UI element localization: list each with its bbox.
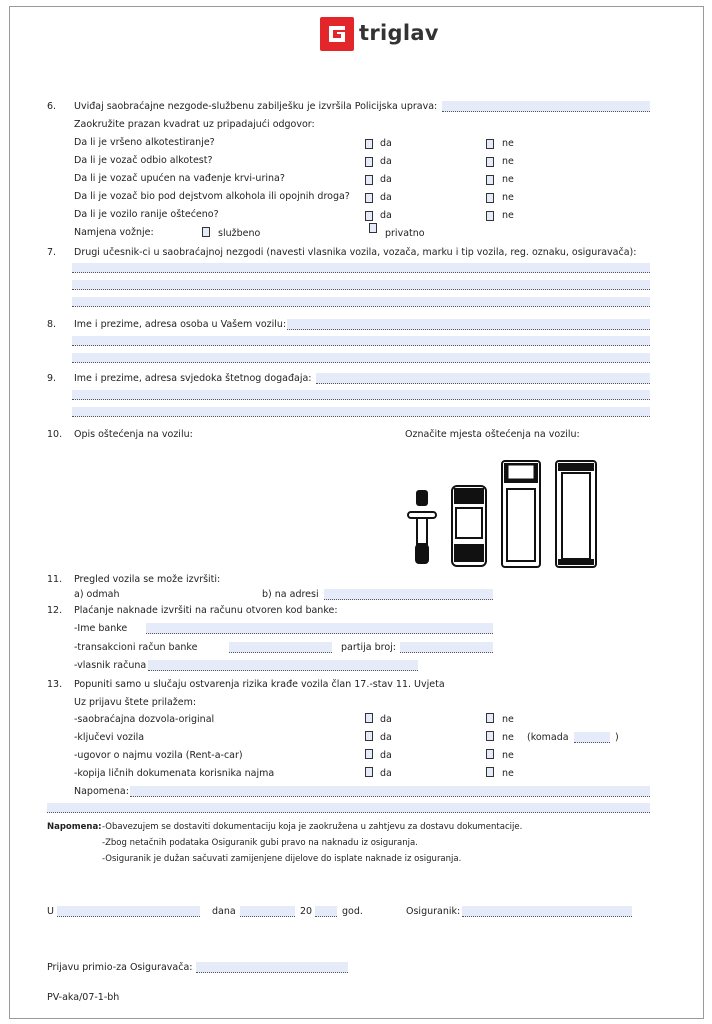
other-party-line[interactable] [72, 297, 650, 307]
passengers-line[interactable] [72, 336, 650, 346]
remark-label: Napomena: [74, 786, 129, 797]
checkbox-no[interactable] [486, 713, 494, 723]
inspection-address-field[interactable] [324, 589, 493, 600]
car-diagram-icon[interactable] [449, 484, 489, 568]
checkbox-yes[interactable] [365, 211, 373, 221]
other-party-line[interactable] [72, 263, 650, 273]
no-label: ne [502, 174, 514, 185]
section-9-number: 9. [47, 373, 57, 384]
year-field[interactable] [315, 906, 337, 917]
note-line: -Osiguranik je dužan sačuvati zamijenjene dijelove do isplate naknade iz osiguranja. [102, 854, 462, 864]
purpose-label: Namjena vožnje: [74, 227, 154, 238]
party-number-field[interactable] [400, 642, 493, 653]
question-label: Da li je vršeno alkotestiranje? [74, 137, 215, 148]
no-label: ne [502, 156, 514, 167]
account-owner-field[interactable] [148, 660, 418, 671]
date-field[interactable] [240, 906, 295, 917]
year-suffix: god. [342, 906, 363, 917]
no-label: ne [502, 138, 514, 149]
attachment-item: -saobraćajna dozvola-original [74, 714, 215, 725]
key-count-open: (komada [527, 732, 569, 743]
checkbox-yes[interactable] [365, 157, 373, 167]
date-label: dana [212, 906, 236, 917]
no-label: ne [502, 714, 514, 725]
note-line: -Zbog netačnih podataka Osiguranik gubi pravo na naknadu iz osiguranja. [102, 838, 418, 848]
no-label: ne [502, 768, 514, 779]
question-label: Da li je vozač upućen na vađenje krvi-urina? [74, 173, 285, 184]
yes-label: da [380, 732, 392, 743]
witnesses-line[interactable] [72, 390, 650, 400]
section-13-title: Popuniti samo u slučaju ostvarenja rizika krađe vozila član 17.-stav 11. Uvjeta [74, 679, 445, 690]
section-12-number: 12. [47, 605, 63, 616]
yes-label: da [380, 750, 392, 761]
checkbox-no[interactable] [486, 767, 494, 777]
no-label: ne [502, 210, 514, 221]
remark-field[interactable] [130, 786, 650, 797]
section-12-title: Plaćanje naknade izvršiti na računu otvoren kod banke: [74, 605, 338, 616]
question-label: Da li je vozač odbio alkotest? [74, 155, 213, 166]
place-field[interactable] [57, 906, 200, 917]
section-9-title: Ime i prezime, adresa svjedoka štetnog događaja: [74, 373, 312, 384]
attachment-item: -ugovor o najmu vozila (Rent-a-car) [74, 750, 243, 761]
private-label: privatno [385, 228, 425, 239]
question-label: Da li je vozilo ranije oštećeno? [74, 209, 219, 220]
checkbox-official[interactable] [202, 227, 210, 237]
checkbox-yes[interactable] [365, 749, 373, 759]
yes-label: da [380, 768, 392, 779]
section-8-number: 8. [47, 319, 57, 330]
checkbox-no[interactable] [486, 193, 494, 203]
police-station-field[interactable] [442, 101, 650, 112]
bank-name-label: -Ime banke [74, 623, 128, 634]
yes-label: da [380, 714, 392, 725]
checkbox-no[interactable] [486, 211, 494, 221]
transaction-account-label: -transakcioni račun banke [74, 642, 198, 653]
key-count-close: ) [615, 732, 619, 743]
other-party-line[interactable] [72, 280, 650, 290]
passengers-line[interactable] [72, 353, 650, 363]
option-address: b) na adresi [262, 589, 319, 600]
section-11-title: Pregled vozila se može izvršiti: [74, 574, 221, 585]
truck-diagram-icon[interactable] [553, 459, 599, 569]
no-label: ne [502, 750, 514, 761]
checkbox-private[interactable] [369, 223, 377, 233]
account-owner-label: -vlasnik računa [74, 660, 147, 671]
attachments-label: Uz prijavu štete prilažem: [74, 697, 197, 708]
damage-marking-title: Označite mjesta oštećenja na vozilu: [405, 429, 580, 440]
party-number-label: partija broj: [341, 642, 396, 653]
yes-label: da [380, 138, 392, 149]
checkbox-yes[interactable] [365, 193, 373, 203]
received-by-field[interactable] [196, 962, 348, 973]
section-10-number: 10. [47, 429, 63, 440]
section-6-title: Uviđaj saobraćajne nezgode-službenu zabilješku je izvršila Policijska uprava: [74, 101, 438, 112]
checkbox-no[interactable] [486, 157, 494, 167]
checkbox-yes[interactable] [365, 731, 373, 741]
checkbox-yes[interactable] [365, 139, 373, 149]
checkbox-no[interactable] [486, 731, 494, 741]
insured-signature-field[interactable] [462, 906, 632, 917]
attachment-item: -kopija ličnih dokumenata korisnika najma [74, 768, 275, 779]
section-7-number: 7. [47, 247, 57, 258]
note-line: -Obavezujem se dostaviti dokumentaciju koja je zaokružena u zahtjevu za dostavu dokumentacije. [102, 822, 523, 832]
attachment-item: -ključevi vozila [74, 732, 145, 743]
section-8-title: Ime i prezime, adresa osoba u Vašem vozilu: [74, 319, 287, 330]
yes-label: da [380, 156, 392, 167]
checkbox-no[interactable] [486, 749, 494, 759]
insured-label: Osiguranik: [406, 906, 461, 917]
option-immediately: a) odmah [74, 589, 120, 600]
official-label: službeno [218, 228, 261, 239]
remark-line[interactable] [47, 803, 650, 813]
section-6-instruction: Zaokružite prazan kvadrat uz pripadajući odgovor: [74, 119, 315, 130]
no-label: ne [502, 732, 514, 743]
transaction-account-field[interactable] [229, 642, 332, 653]
section-13-number: 13. [47, 679, 63, 690]
brand-name: triglav [359, 21, 439, 45]
witnesses-line[interactable] [72, 407, 650, 417]
form-code: PV-aka/07-1-bh [47, 992, 120, 1003]
checkbox-yes[interactable] [365, 175, 373, 185]
checkbox-no[interactable] [486, 139, 494, 149]
passengers-field[interactable] [287, 319, 650, 330]
yes-label: da [380, 210, 392, 221]
checkbox-no[interactable] [486, 175, 494, 185]
motorcycle-diagram-icon[interactable] [405, 488, 439, 566]
van-diagram-icon[interactable] [499, 459, 543, 569]
yes-label: da [380, 174, 392, 185]
section-7-title: Drugi učesnik-ci u saobraćajnoj nezgodi (navesti vlasnika vozila, vozača, marku i tip vozila, reg. oznaku, osiguravača): [74, 247, 637, 258]
yes-label: da [380, 192, 392, 203]
section-11-number: 11. [47, 574, 63, 585]
bank-name-field[interactable] [146, 623, 493, 634]
place-label: U [47, 906, 54, 917]
triglav-logo-icon [320, 17, 354, 51]
year-prefix: 20 [300, 906, 313, 917]
no-label: ne [502, 192, 514, 203]
received-label: Prijavu primio-za Osiguravača: [47, 962, 193, 973]
notes-label: Napomena: [47, 822, 102, 832]
question-label: Da li je vozač bio pod dejstvom alkohola ili opojnih droga? [74, 191, 350, 202]
section-10-title: Opis oštećenja na vozilu: [74, 429, 193, 440]
checkbox-yes[interactable] [365, 713, 373, 723]
section-6-number: 6. [47, 101, 57, 112]
checkbox-yes[interactable] [365, 767, 373, 777]
key-count-field[interactable] [574, 732, 610, 743]
witnesses-field[interactable] [316, 373, 650, 384]
